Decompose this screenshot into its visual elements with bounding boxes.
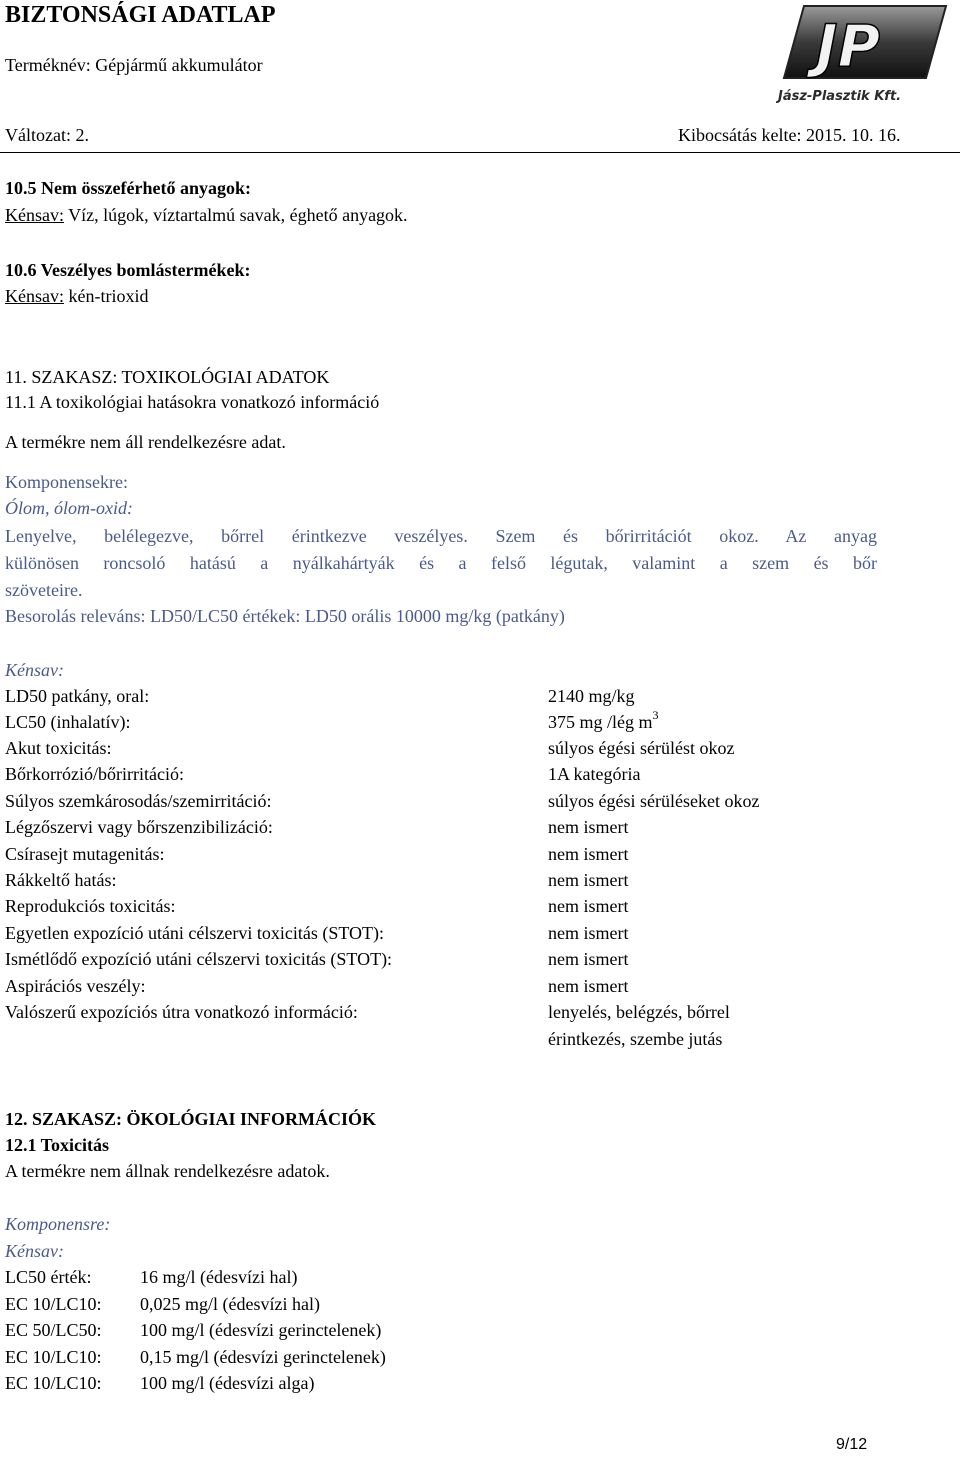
tox-row: Valószerű expozíciós útra vonatkozó információ: xyxy=(5,1002,358,1022)
svg-text:JP: JP xyxy=(816,12,881,80)
tox-value: nem ismert xyxy=(548,896,629,916)
section-10-5-heading: 10.5 Nem összeférhető anyagok: xyxy=(5,178,251,198)
tox-row: Súlyos szemkárosodás/szemirritáció: xyxy=(5,791,272,811)
tox-row: Akut toxicitás: xyxy=(5,738,112,758)
eco-row-value: 16 mg/l (édesvízi hal) xyxy=(140,1267,298,1287)
eco-row-label: EC 50/LC50: xyxy=(5,1320,102,1340)
section-11-heading: 11. SZAKASZ: TOXIKOLÓGIAI ADATOK xyxy=(5,367,330,387)
acid-label: Kénsav: xyxy=(5,1241,64,1261)
tox-value: nem ismert xyxy=(548,949,629,969)
eco-row-value: 100 mg/l (édesvízi alga) xyxy=(140,1373,315,1393)
tox-value: 2140 mg/kg xyxy=(548,686,635,706)
tox-value: nem ismert xyxy=(548,844,629,864)
lead-label: Ólom, ólom-oxid: xyxy=(5,498,133,518)
acid-label: Kénsav: xyxy=(5,205,64,225)
tox-value: nem ismert xyxy=(548,817,629,837)
section-12-heading: 12. SZAKASZ: ÖKOLÓGIAI INFORMÁCIÓK xyxy=(5,1109,377,1129)
issue-date: Kibocsátás kelte: 2015. 10. 16. xyxy=(678,125,901,145)
eco-row-value: 100 mg/l (édesvízi gerinctelenek) xyxy=(140,1320,382,1340)
tox-row: Egyetlen expozíció utáni célszervi toxicitás (STOT): xyxy=(5,923,385,943)
section-12-no-data: A termékre nem állnak rendelkezésre adatok. xyxy=(5,1161,330,1181)
section-10-6-heading: 10.6 Veszélyes bomlástermékek: xyxy=(5,260,251,280)
tox-row: Aspirációs veszély: xyxy=(5,976,146,996)
page-number: 9/12 xyxy=(836,1436,868,1453)
components-label: Komponensekre: xyxy=(5,472,128,492)
eco-row-label: EC 10/LC10: xyxy=(5,1373,102,1393)
section-10-6-line xyxy=(5,286,148,307)
eco-row-label: LC50 érték: xyxy=(5,1267,92,1287)
classification-text: Besorolás releváns: LD50/LC50 értékek: LD50 orális 10000 mg/kg (patkány) xyxy=(5,606,565,626)
lead-description-line-3: szöveteire. xyxy=(5,580,83,600)
decomposition-products: kén-trioxid xyxy=(63,286,149,306)
section-11-no-data: A termékre nem áll rendelkezésre adat. xyxy=(5,432,286,452)
tox-row: Csírasejt mutagenitás: xyxy=(5,844,165,864)
product-name: Terméknév: Gépjármű akkumulátor xyxy=(5,55,263,75)
tox-row: Reprodukciós toxicitás: xyxy=(5,896,176,916)
lead-description-line-1: Lenyelve, belélegezve, bőrrel érintkezve veszélyes. Szem és bőrirritációt okoz. Az anyag xyxy=(5,526,877,546)
eco-row-value: 0,15 mg/l (édesvízi gerinctelenek) xyxy=(140,1347,386,1367)
tox-value-continued: érintkezés, szembe jutás xyxy=(548,1029,723,1049)
tox-row: Ismétlődő expozíció utáni célszervi toxicitás (STOT): xyxy=(5,949,393,969)
section-12-1-heading: 12.1 Toxicitás xyxy=(5,1135,110,1155)
lead-description-line-2: különösen roncsoló hatású a nyálkahártyák és a felső légutak, valamint a szem és bőr xyxy=(5,553,877,573)
document-title: BIZTONSÁGI ADATLAP xyxy=(5,2,276,28)
svg-text:Jász-Plasztik Kft.: Jász-Plasztik Kft. xyxy=(778,89,902,104)
eco-row-label: EC 10/LC10: xyxy=(5,1294,102,1314)
eco-row-value: 0,025 mg/l (édesvízi hal) xyxy=(140,1294,320,1314)
incompatible-materials: Víz, lúgok, víztartalmú savak, éghető anyagok. xyxy=(63,205,408,225)
tox-value: 375 mg /lég $m^3$ xyxy=(548,708,659,732)
acid-label: Kénsav: xyxy=(5,286,64,306)
tox-row: LC50 (inhalatív): xyxy=(5,712,131,732)
section-10-5-line xyxy=(5,205,408,226)
tox-value: nem ismert xyxy=(548,976,629,996)
acid-label: Kénsav: xyxy=(5,660,64,680)
tox-value: 1A kategória xyxy=(548,764,641,784)
tox-row: LD50 patkány, oral: xyxy=(5,686,150,706)
version: Változat: 2. xyxy=(5,125,89,145)
tox-value: nem ismert xyxy=(548,870,629,890)
tox-value: nem ismert xyxy=(548,923,629,943)
tox-row: Bőrkorrózió/bőrirritáció: xyxy=(5,764,184,784)
components-label: Komponensre: xyxy=(5,1214,111,1234)
tox-row: Légzőszervi vagy bőrszenzibilizáció: xyxy=(5,817,273,837)
tox-value: lenyelés, belégzés, bőrrel xyxy=(548,1002,730,1022)
company-logo xyxy=(776,0,952,112)
eco-row-label: EC 10/LC10: xyxy=(5,1347,102,1367)
tox-value: súlyos égési sérüléseket okoz xyxy=(548,791,760,811)
header-divider xyxy=(0,152,960,153)
section-11-1-heading: 11.1 A toxikológiai hatásokra vonatkozó információ xyxy=(5,392,380,412)
tox-value: súlyos égési sérülést okoz xyxy=(548,738,735,758)
tox-row: Rákkeltő hatás: xyxy=(5,870,117,890)
